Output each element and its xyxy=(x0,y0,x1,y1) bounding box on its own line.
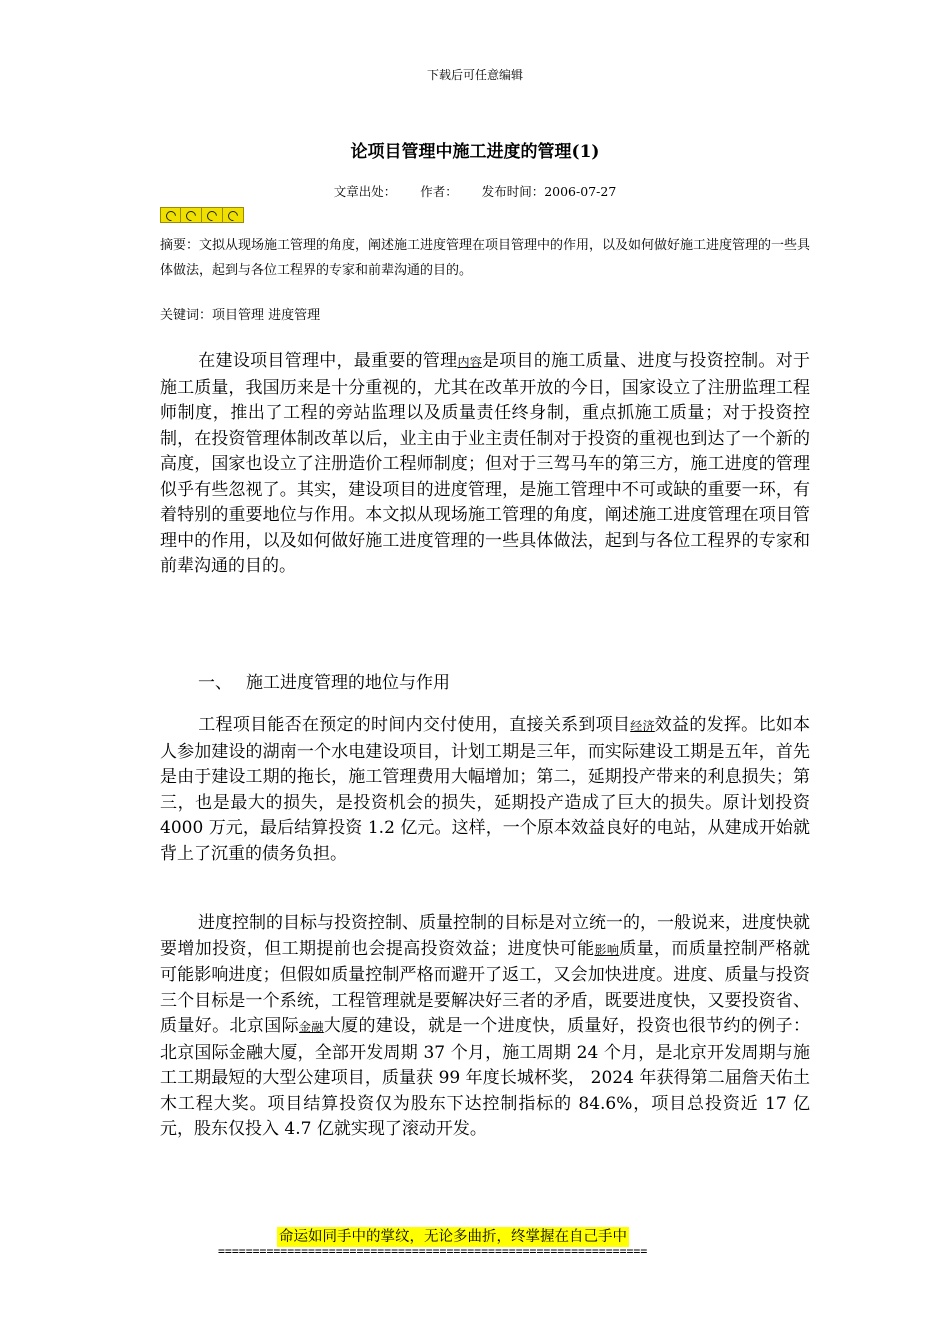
inline-link-finance[interactable]: 金融 xyxy=(299,1020,324,1034)
paragraph-text: 在建设项目管理中，最重要的管理 xyxy=(198,351,458,371)
paragraph-text: 质量，而质量控制严格就可能影响进度；但假如质量控制严格而避开了返工，又会加快进度。进度、质量与投资三个目标是一个系统，工程管理就是要解决好三者的矛盾，既要进度快，又要投资省、质量好。北京国际 xyxy=(160,938,810,1036)
rating-icon xyxy=(181,207,202,223)
header-note: 下载后可任意编辑 xyxy=(426,68,523,82)
abstract: 摘要：文拟从现场施工管理的角度，阐述施工进度管理在项目管理中的作用，以及如何做好施工进度管理的一些具体做法，起到与各位工程界的专家和前辈沟通的目的。 xyxy=(160,238,811,278)
section-number: 一、 xyxy=(198,673,232,693)
rating-icon xyxy=(223,207,244,223)
paragraph-text: 工程项目能否在预定的时间内交付使用，直接关系到项目 xyxy=(198,715,631,735)
paragraph-control xyxy=(160,911,810,1143)
footer-quote: 命运如同手中的掌纹，无论多曲折，终掌握在自己手中 xyxy=(279,1229,627,1245)
keywords: 关键词：项目管理 进度管理 xyxy=(160,308,321,323)
article-meta xyxy=(0,182,950,200)
source-label: 文章出处： xyxy=(333,184,397,199)
publish-date: 发布时间：2006-07-27 xyxy=(481,184,617,199)
footer-rule: ============================================================== xyxy=(218,1244,648,1258)
rating-icon xyxy=(160,207,181,223)
author-label: 作者： xyxy=(420,184,458,199)
rating-icon xyxy=(202,207,223,223)
inline-link-economy[interactable]: 经济 xyxy=(630,719,655,733)
section-title: 施工进度管理的地位与作用 xyxy=(246,673,450,693)
rating-stars xyxy=(160,207,244,223)
inline-link-influence[interactable]: 影响 xyxy=(594,942,620,957)
inline-link-content[interactable]: 内容 xyxy=(457,355,482,369)
paragraph-text: 大厦的建设，就是一个进度快，质量好，投资也很节约的例子：北京国际金融大厦，全部开发周期 37 个月，施工周期 24 个月，是北京开发周期与施工工期最短的大型公建项目，质量获 99 年度长城杯奖， 2024 年获得第二届詹天佑土木工程大奖。项目结算投资仅为股东下达控制指标的 84.6%，项目总投资近 17 亿元，股东仅投入 4.7 亿就实现了滚动开发。 xyxy=(160,1016,811,1139)
paragraph-text: 是项目的施工质量、进度与投资控制。对于施工质量，我国历来是十分重视的，尤其在改革开放的今日，国家设立了注册监理工程师制度，推出了工程的旁站监理以及质量责任终身制，重点抓施工质量；对于投资控制，在投资管理体制改革以后，业主由于业主责任制对于投资的重视也到达了一个新的高度，国家也设立了注册造价工程师制度；但对于三驾马车的第三方，施工进度的管理似乎有些忽视了。其实，建设项目的进度管理，是施工管理中不可或缺的重要一环，有着特别的重要地位与作用。本文拟从现场施工管理的角度，阐述施工进度管理在项目管理中的作用，以及如何做好施工进度管理的一些具体做法，起到与各位工程界的专家和前辈沟通的目的。 xyxy=(160,351,810,576)
paragraph-role xyxy=(160,713,810,867)
paragraph-text: 进度控制的目标与投资控制、质量控制的目标是对立统一的，一般说来，进度快就要增加投资，但工期提前也会提高投资效益；进度快可能 xyxy=(160,913,810,959)
article-title: 论项目管理中施工进度的管理(1) xyxy=(350,142,600,162)
paragraph-intro xyxy=(160,349,810,580)
section-heading xyxy=(198,668,450,693)
paragraph-text: 效益的发挥。比如本人参加建设的湖南一个水电建设项目，计划工期是三年，而实际建设工期是五年，首先是由于建设工期的拖长，施工管理费用大幅增加；第二，延期投产带来的利息损失；第三，也是最大的损失，是投资机会的损失，延期投产造成了巨大的损失。原计划投资 4000 万元，最后结算投资 1.2 亿元。这样，一个原本效益良好的电站，从建成开始就背上了沉重的债务负担。 xyxy=(160,715,810,864)
